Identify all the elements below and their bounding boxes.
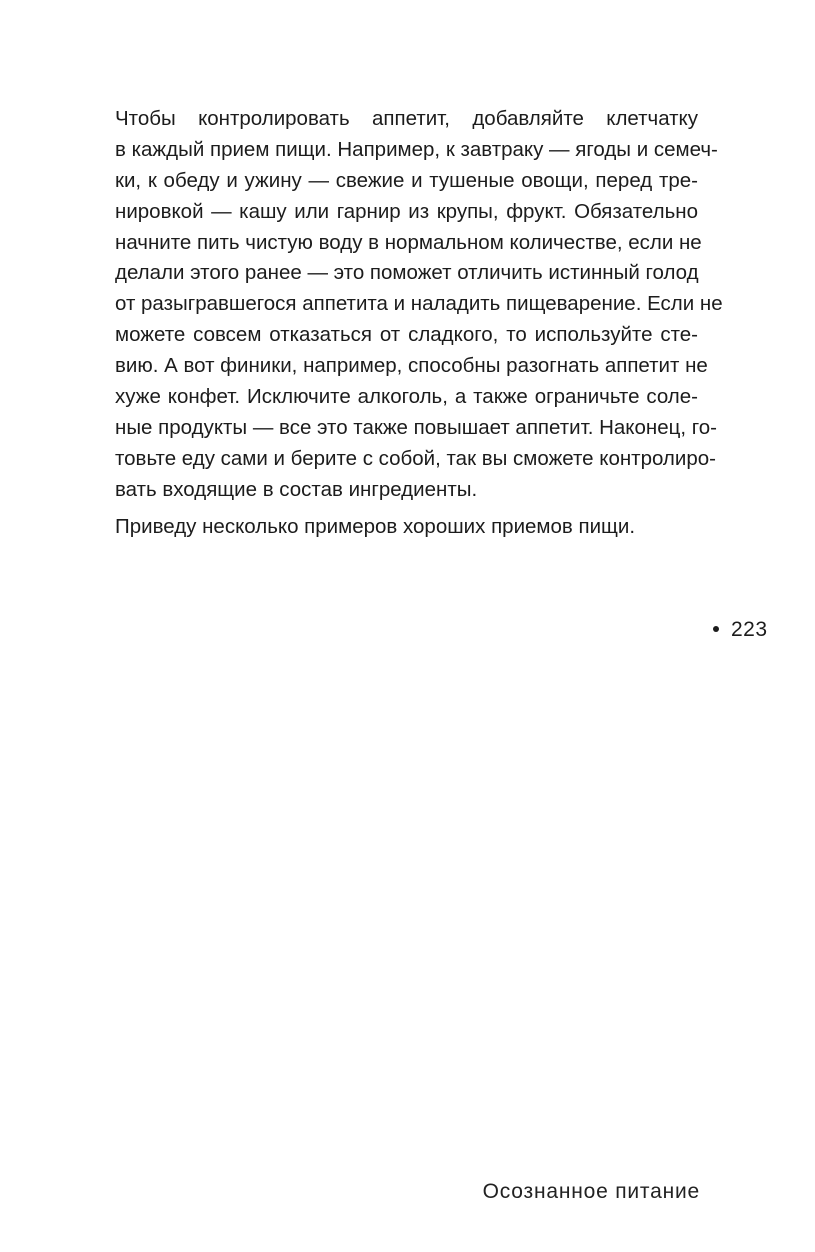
text-line: ки, к обеду и ужину — свежие и тушеные овощи, перед тре-	[115, 168, 698, 192]
bullet-icon	[713, 626, 719, 632]
body-text	[115, 104, 723, 542]
text-line: ные продукты — все это также повышает аппетит. Наконец, го-	[115, 415, 718, 439]
text-line: можете совсем отказаться от сладкого, то используйте сте-	[115, 323, 698, 347]
paragraph	[115, 512, 698, 543]
text-line: от разыгравшегося аппетита и наладить пищеварение. Если не	[115, 292, 723, 316]
text-line: Приведу несколько примеров хороших приемов пищи.	[115, 514, 636, 538]
text-line: делали этого ранее — это поможет отличить истинный голод	[115, 261, 699, 285]
text-line: вать входящие в состав ингредиенты.	[115, 477, 478, 501]
paragraph	[115, 104, 723, 506]
text-line: вию. А вот финики, например, способны разогнать аппетит не	[115, 354, 708, 378]
text-line: хуже конфет. Исключите алкоголь, а также ограничьте соле-	[115, 385, 698, 409]
text-line: начните пить чистую воду в нормальном количестве, если не	[115, 230, 702, 254]
page-number-value: 223	[731, 618, 768, 641]
page-number	[713, 616, 768, 644]
text-line: Чтобы контролировать аппетит, добавляйте клетчатку	[115, 107, 698, 130]
text-line: в каждый прием пищи. Например, к завтраку — ягоды и семеч-	[115, 137, 718, 161]
running-footer: Осознанное питание	[482, 1180, 700, 1203]
text-line: товьте еду сами и берите с собой, так вы сможете контролиро-	[115, 446, 716, 470]
text-line: нировкой — кашу или гарнир из крупы, фрукт. Обязательно	[115, 199, 698, 223]
